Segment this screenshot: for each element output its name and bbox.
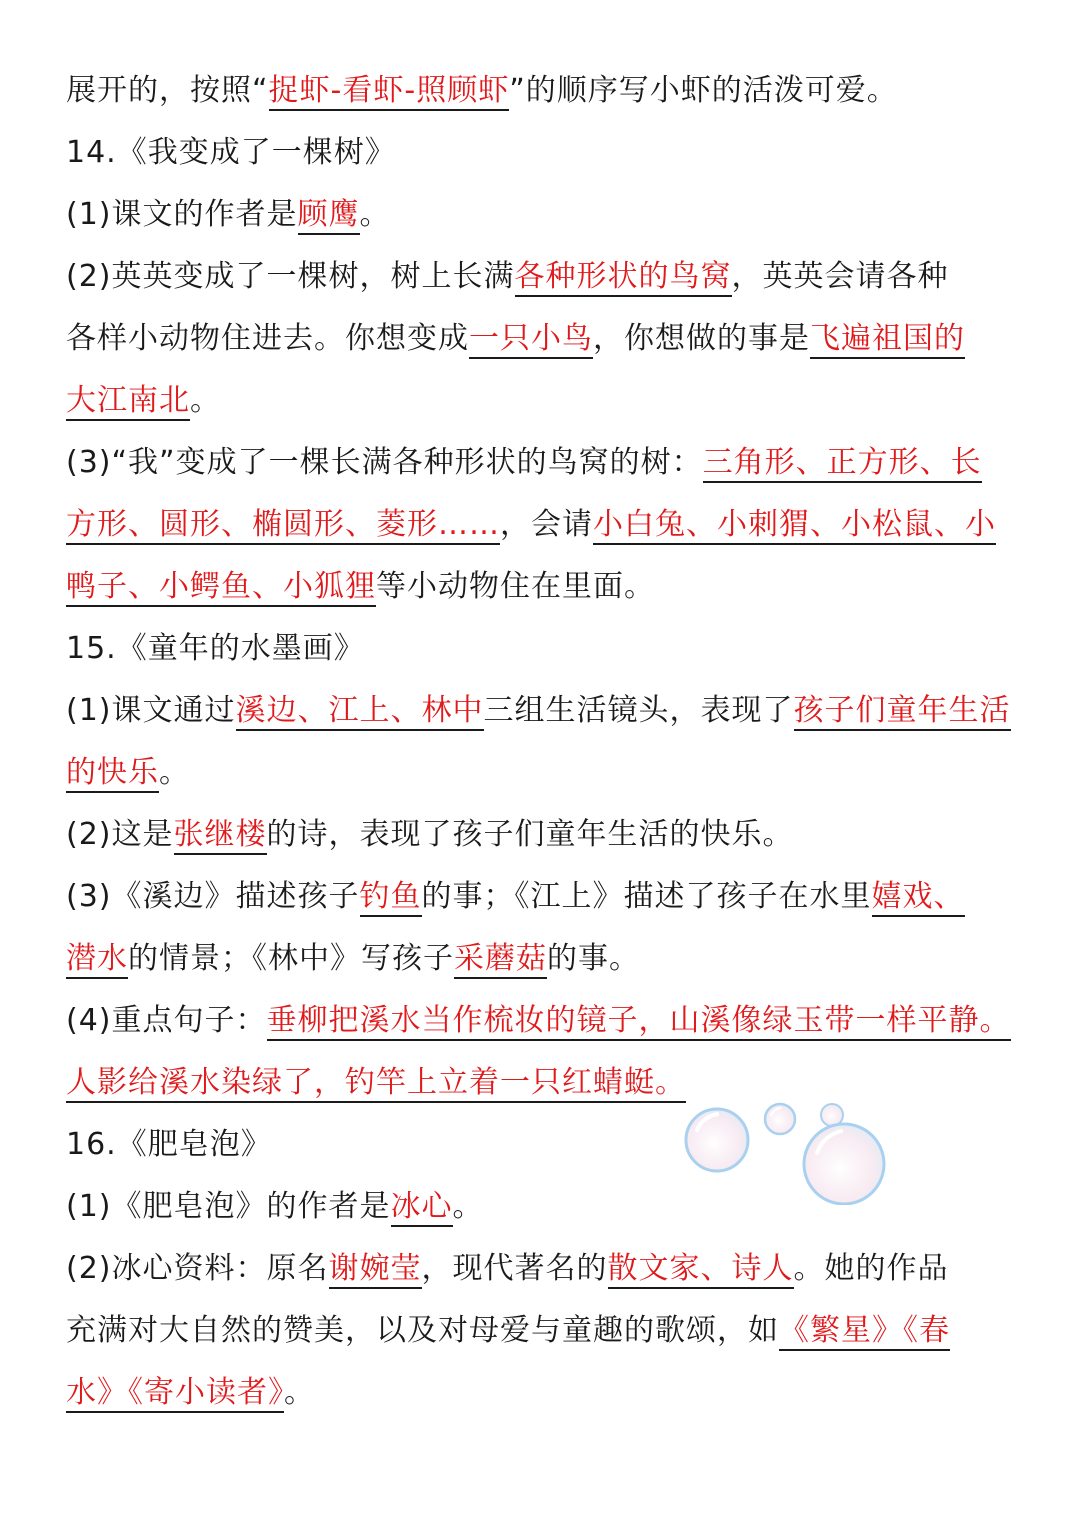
body-text: (1)课文通过 bbox=[66, 693, 236, 728]
answer-text: 大江南北 bbox=[66, 383, 190, 421]
answer-text: 一只小鸟 bbox=[469, 321, 593, 359]
answer-text: 嬉戏、 bbox=[872, 879, 965, 917]
body-text: (1)课文的作者是 bbox=[66, 197, 298, 232]
bubble-small bbox=[765, 1104, 795, 1134]
answer-text: 《繁星》《春 bbox=[779, 1313, 950, 1351]
text-line bbox=[66, 1238, 1016, 1300]
answer-text: 小白兔、小刺猬、小松鼠、小 bbox=[593, 507, 996, 545]
body-text: 。 bbox=[284, 1375, 315, 1410]
body-text: 14.《我变成了一棵树》 bbox=[66, 135, 396, 170]
text-line bbox=[66, 1300, 1016, 1362]
answer-text: 方形、圆形、椭圆形、菱形…… bbox=[66, 507, 500, 545]
answer-text: 钓鱼 bbox=[360, 879, 422, 917]
body-text: (3)《溪边》描述孩子 bbox=[66, 879, 360, 914]
answer-text: 捉虾-看虾-照顾虾 bbox=[269, 73, 510, 111]
body-text: ”的顺序写小虾的活泼可爱。 bbox=[509, 73, 898, 108]
text-line bbox=[66, 432, 1016, 494]
answer-text: 采蘑菇 bbox=[454, 941, 547, 979]
answer-text: 顾鹰 bbox=[298, 197, 360, 235]
body-text: 的诗，表现了孩子们童年生活的快乐。 bbox=[266, 817, 794, 852]
answer-text: 鸭子、小鳄鱼、小狐狸 bbox=[66, 569, 376, 607]
text-line bbox=[66, 990, 1016, 1052]
body-text: (2)这是 bbox=[66, 817, 174, 852]
body-text: (2)英英变成了一棵树，树上长满 bbox=[66, 259, 515, 294]
body-text: 充满对大自然的赞美，以及对母爱与童趣的歌颂，如 bbox=[66, 1313, 779, 1348]
answer-text: 冰心 bbox=[391, 1189, 453, 1227]
text-line bbox=[66, 556, 1016, 618]
body-text: 展开的，按照“ bbox=[66, 73, 269, 108]
soap-bubbles-illustration bbox=[675, 1095, 915, 1205]
answer-text: 的快乐 bbox=[66, 755, 159, 793]
bubble-large-right bbox=[804, 1124, 884, 1204]
answer-text: 谢婉莹 bbox=[329, 1251, 422, 1289]
body-text: ，你想做的事是 bbox=[593, 321, 810, 356]
text-line bbox=[66, 866, 1016, 928]
bubble-tiny bbox=[821, 1104, 843, 1126]
body-text: (2)冰心资料：原名 bbox=[66, 1251, 329, 1286]
text-line bbox=[66, 308, 1016, 370]
text-line bbox=[66, 928, 1016, 990]
answer-text: 人影给溪水染绿了，钓竿上立着一只红蜻蜓。 bbox=[66, 1065, 686, 1103]
answer-text: 三角形、正方形、长 bbox=[703, 445, 982, 483]
text-line bbox=[66, 122, 1016, 184]
answer-text: 潜水 bbox=[66, 941, 128, 979]
body-text: 。 bbox=[190, 383, 221, 418]
text-line bbox=[66, 370, 1016, 432]
body-text: 等小动物住在里面。 bbox=[376, 569, 655, 604]
text-line bbox=[66, 184, 1016, 246]
text-line bbox=[66, 618, 1016, 680]
text-line bbox=[66, 804, 1016, 866]
answer-text: 张继楼 bbox=[174, 817, 267, 855]
body-text: (4)重点句子： bbox=[66, 1003, 267, 1038]
document-body bbox=[66, 60, 1016, 1424]
body-text: 15.《童年的水墨画》 bbox=[66, 631, 365, 666]
body-text: 。 bbox=[159, 755, 190, 790]
body-text: ，会请 bbox=[500, 507, 593, 542]
body-text: 的事；《江上》描述了孩子在水里 bbox=[421, 879, 872, 914]
body-text: (3)“我”变成了一棵长满各种形状的鸟窝的树： bbox=[66, 445, 703, 480]
answer-text: 散文家、诗人 bbox=[608, 1251, 794, 1289]
body-text: ，英英会请各种 bbox=[731, 259, 949, 294]
body-text: 各样小动物住进去。你想变成 bbox=[66, 321, 469, 356]
answer-text: 垂柳把溪水当作梳妆的镜子，山溪像绿玉带一样平静。 bbox=[267, 1003, 1011, 1041]
body-text: 16.《肥皂泡》 bbox=[66, 1127, 272, 1162]
bubble-large-left bbox=[686, 1109, 748, 1171]
body-text: 的事。 bbox=[547, 941, 640, 976]
text-line bbox=[66, 60, 1016, 122]
body-text: 。 bbox=[452, 1189, 484, 1224]
answer-text: 水》《寄小读者》 bbox=[66, 1375, 284, 1413]
text-line bbox=[66, 680, 1016, 742]
answer-text: 溪边、江上、林中 bbox=[236, 693, 484, 731]
body-text: 的情景；《林中》写孩子 bbox=[128, 941, 454, 976]
text-line bbox=[66, 1362, 1016, 1424]
body-text: 。她的作品 bbox=[793, 1251, 949, 1286]
text-line bbox=[66, 742, 1016, 804]
body-text: (1)《肥皂泡》的作者是 bbox=[66, 1189, 391, 1224]
answer-text: 飞遍祖国的 bbox=[810, 321, 965, 359]
text-line bbox=[66, 246, 1016, 308]
body-text: 。 bbox=[359, 197, 391, 232]
answer-text: 孩子们童年生活 bbox=[794, 693, 1011, 731]
body-text: 三组生活镜头，表现了 bbox=[483, 693, 794, 728]
answer-text: 各种形状的鸟窝 bbox=[515, 259, 732, 297]
text-line bbox=[66, 494, 1016, 556]
body-text: ，现代著名的 bbox=[421, 1251, 608, 1286]
